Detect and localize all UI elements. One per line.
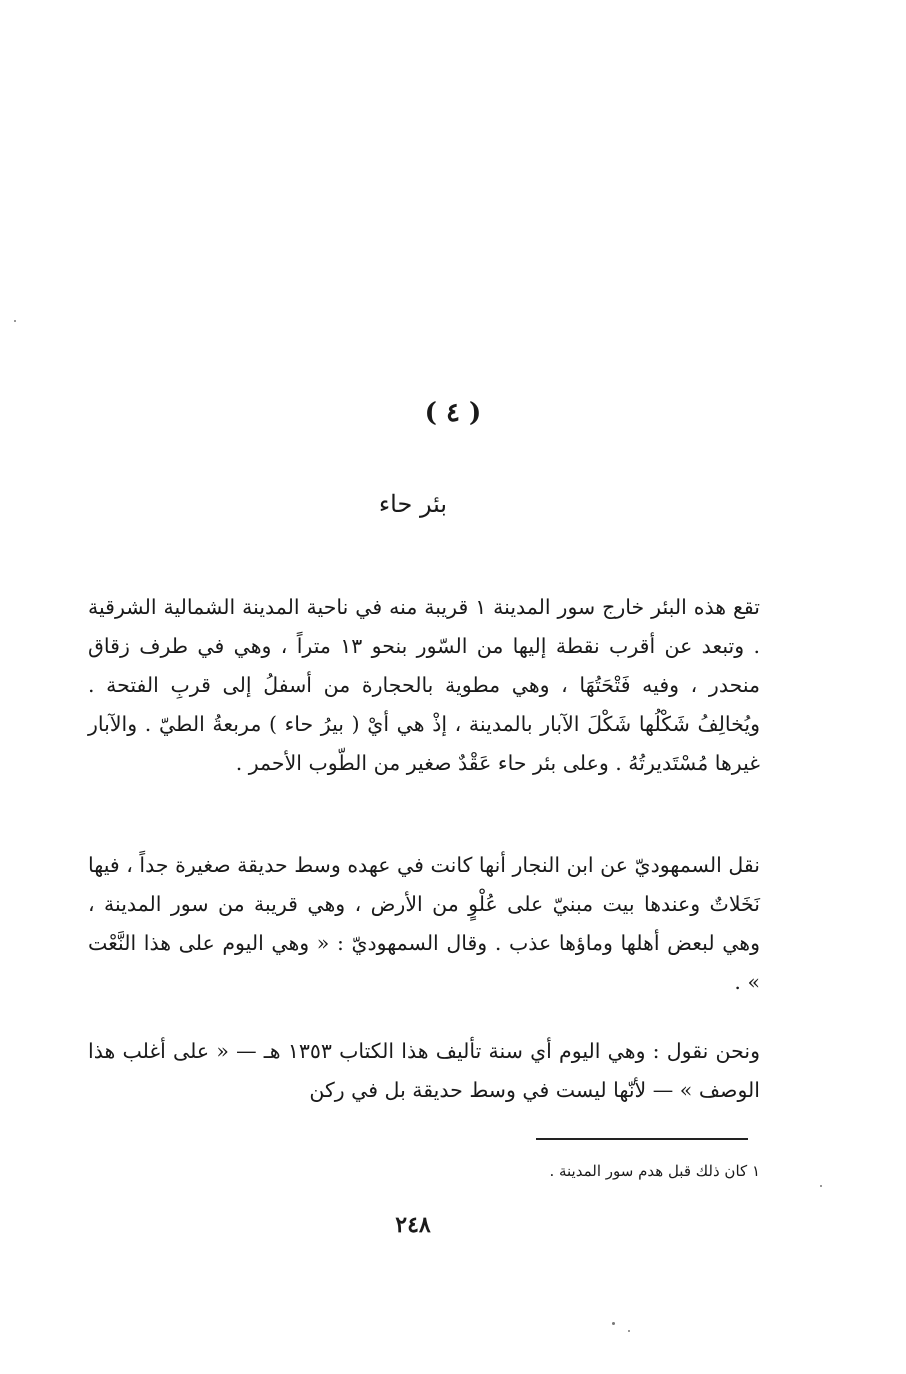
scan-speck [612, 1322, 615, 1325]
footnote: ١ كان ذلك قبل هدم سور المدينة . [549, 1162, 760, 1180]
footnote-divider [536, 1138, 748, 1140]
scan-speck [14, 320, 16, 322]
scan-speck [820, 1185, 822, 1187]
paragraph-3: ونحن نقول : وهي اليوم أي سنة تأليف هذا الكتاب ١٣٥٣ هـ — « على أغلب هذا الوصف » — لأنّها ليست في وسط حديقة بل في ركن [88, 1039, 760, 1102]
scan-speck [628, 1330, 630, 1332]
page-number: ٢٤٨ [395, 1212, 431, 1238]
paragraph-2: نقل السمهوديّ عن ابن النجار أنها كانت في عهده وسط حديقة صغيرة جداً ، فيها نَخَلاتٌ وعندها بيت مبنيّ على عُلْوٍ من الأرض ، وهي قريبة من سور المدينة ، وهي لبعض أهلها وماؤها عذب . وقال السمهوديّ : « وهي اليوم على هذا النَّعْت » . [88, 853, 760, 994]
section-heading: بئر حاء [378, 490, 448, 518]
section-number: ( ٤ ) [424, 398, 482, 428]
paragraph-1: تقع هذه البئر خارج سور المدينة ١ قريبة منه في ناحية المدينة الشمالية الشرقية . وتبعد عن أقرب نقطة إليها من السّور بنحو ١٣ متراً ، وهي في طرف زقاق منحدر ، وفيه فَتْحَتُهَا ، وهي مطوية بالحجارة من أسفلُ إلى قربِ الفتحة . ويُخالِفُ شَكْلُها شَكْلَ الآبار بالمدينة ، إذْ هي أيْ ( بيرُ حاء ) مربعةُ الطيّ . والآبار غيرها مُسْتَديرتُهُ . وعلى بئر حاء عَقْدٌ صغير من الطّوب الأحمر . [88, 595, 760, 775]
